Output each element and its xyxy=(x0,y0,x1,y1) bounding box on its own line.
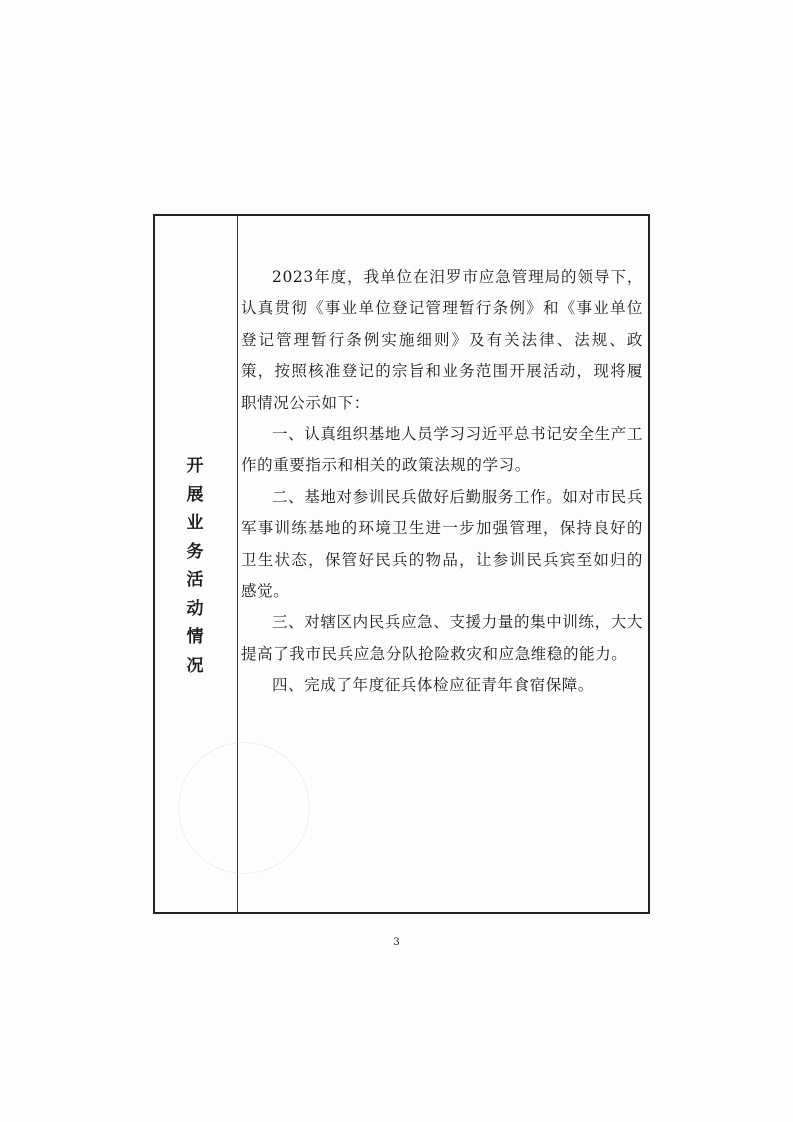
label-char: 务 xyxy=(186,541,204,562)
faint-stamp-mark xyxy=(178,742,310,874)
label-char: 况 xyxy=(186,655,204,676)
item-paragraph: 一、认真组织基地人员学习习近平总书记安全生产工作的重要指示和相关的政策法规的学习。 xyxy=(241,425,643,475)
item-paragraph: 二、基地对参训民兵做好后勤服务工作。如对市民兵军事训练基地的环境卫生进一步加强管理，保持良好的卫生状态，保管好民兵的物品，让参训民兵宾至如归的感觉。 xyxy=(241,487,643,601)
intro-paragraph: 2023年度，我单位在汨罗市应急管理局的领导下，认真贯彻《事业单位登记管理暂行条例》和《事业单位登记管理暂行条例实施细则》及有关法律、法规、政策，按照核准登记的宗旨和业务范围开展活动，现将履职情况公示如下： xyxy=(241,268,643,412)
section-label xyxy=(177,452,213,680)
label-char: 展 xyxy=(186,484,204,505)
label-char: 业 xyxy=(186,513,204,533)
activity-content xyxy=(241,262,643,702)
label-char: 情 xyxy=(186,627,204,647)
page-number: 3 xyxy=(393,937,400,948)
label-char: 开 xyxy=(186,456,204,476)
item-paragraph: 四、完成了年度征兵体检应征青年食宿保障。 xyxy=(272,676,595,695)
label-char: 活 xyxy=(186,570,204,590)
label-char: 动 xyxy=(186,598,204,619)
item-paragraph: 三、对辖区内民兵应急、支援力量的集中训练，大大提高了我市民兵应急分队抢险救灾和应急维稳的能力。 xyxy=(241,613,643,663)
